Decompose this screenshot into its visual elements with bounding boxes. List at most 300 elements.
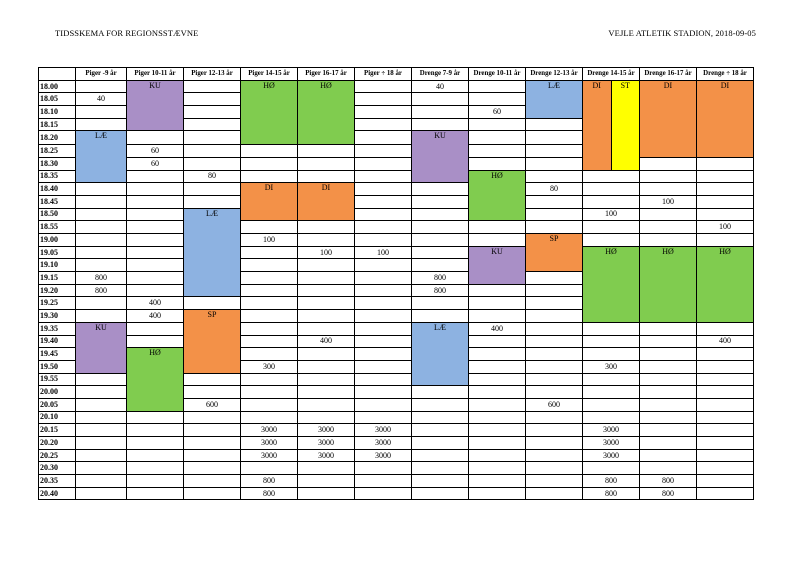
empty-cell [241,335,298,348]
event-block: LÆ [526,80,583,118]
empty-cell [469,437,526,450]
empty-cell [241,284,298,297]
event-block: HØ [298,80,355,145]
empty-cell [355,462,412,475]
empty-cell [412,183,469,196]
empty-cell [526,272,583,285]
empty-cell [583,322,640,335]
empty-cell [298,259,355,272]
empty-cell [355,310,412,323]
time-cell: 20.30 [39,462,76,475]
empty-cell [298,475,355,488]
empty-cell [412,259,469,272]
empty-cell [241,386,298,399]
value-cell: 80 [526,183,583,196]
empty-cell [469,297,526,310]
value-cell: 300 [241,360,298,373]
empty-cell [184,449,241,462]
empty-cell [184,411,241,424]
time-cell: 18.20 [39,131,76,145]
empty-cell [697,183,754,196]
empty-cell [298,297,355,310]
value-cell: 3000 [241,424,298,437]
value-cell: 100 [697,221,754,234]
time-cell: 20.20 [39,437,76,450]
value-cell: 60 [469,106,526,119]
value-cell: 800 [241,475,298,488]
value-cell: 100 [355,246,412,259]
time-row [39,411,754,424]
empty-cell [355,475,412,488]
time-row [39,437,754,450]
empty-cell [184,145,241,158]
empty-cell [697,487,754,500]
empty-cell [355,145,412,158]
event-block: SP [526,234,583,272]
empty-cell [298,373,355,386]
empty-cell [412,208,469,221]
empty-cell [583,195,640,208]
empty-cell [526,208,583,221]
empty-cell [640,208,697,221]
empty-cell [355,386,412,399]
empty-cell [355,373,412,386]
column-header: Drenge ÷ 18 år [697,68,754,81]
empty-cell [640,386,697,399]
empty-cell [298,322,355,335]
empty-cell [241,411,298,424]
empty-cell [184,462,241,475]
empty-cell [127,487,184,500]
event-block: HØ [469,170,526,221]
empty-cell [127,259,184,272]
empty-cell [355,183,412,196]
empty-cell [355,411,412,424]
time-row [39,183,754,196]
empty-cell [697,449,754,462]
empty-cell [526,360,583,373]
empty-cell [640,221,697,234]
time-cell: 19.20 [39,284,76,297]
empty-cell [697,475,754,488]
empty-cell [640,335,697,348]
empty-cell [184,131,241,145]
empty-cell [640,437,697,450]
empty-cell [526,411,583,424]
empty-cell [76,208,127,221]
empty-cell [469,487,526,500]
time-cell: 20.40 [39,487,76,500]
empty-cell [469,360,526,373]
empty-cell [355,398,412,411]
time-row [39,234,754,247]
column-header: Drenge 7-9 år [412,68,469,81]
empty-cell [241,145,298,158]
value-cell: 300 [583,360,640,373]
value-cell: 100 [241,234,298,247]
value-cell: 600 [526,398,583,411]
empty-cell [355,157,412,170]
value-cell: 3000 [583,437,640,450]
empty-cell [355,208,412,221]
value-cell: 400 [298,335,355,348]
empty-cell [697,386,754,399]
event-block: HØ [697,246,754,322]
empty-cell [184,437,241,450]
empty-cell [640,170,697,183]
empty-cell [412,310,469,323]
time-cell: 18.50 [39,208,76,221]
empty-cell [298,157,355,170]
empty-cell [640,234,697,247]
value-cell: 800 [412,272,469,285]
empty-cell [640,424,697,437]
time-row [39,195,754,208]
empty-cell [412,411,469,424]
schedule-title: TIDSSKEMA FOR REGIONSSTÆVNE [55,28,199,38]
event-block-right: ST [612,81,640,170]
empty-cell [184,80,241,93]
empty-cell [298,221,355,234]
time-cell: 18.05 [39,93,76,106]
empty-cell [412,487,469,500]
empty-cell [412,398,469,411]
empty-cell [526,462,583,475]
empty-cell [526,449,583,462]
empty-cell [76,297,127,310]
column-header: Drenge 16-17 år [640,68,697,81]
empty-cell [583,386,640,399]
empty-cell [298,170,355,183]
empty-cell [526,335,583,348]
time-cell: 18.25 [39,145,76,158]
value-cell: 600 [184,398,241,411]
event-block: LÆ [412,322,469,385]
empty-cell [241,322,298,335]
empty-cell [469,449,526,462]
time-row [39,424,754,437]
empty-cell [76,234,127,247]
empty-cell [640,183,697,196]
empty-cell [469,118,526,131]
empty-cell [76,310,127,323]
header-row [39,68,754,81]
empty-cell [298,234,355,247]
empty-cell [640,462,697,475]
empty-cell [355,297,412,310]
value-cell: 3000 [355,449,412,462]
empty-cell [127,437,184,450]
value-cell: 3000 [298,424,355,437]
empty-cell [298,284,355,297]
empty-cell [184,106,241,119]
empty-cell [127,170,184,183]
empty-cell [526,386,583,399]
empty-cell [298,386,355,399]
empty-cell [127,475,184,488]
empty-cell [355,234,412,247]
empty-cell [355,93,412,106]
empty-cell [412,475,469,488]
event-block: DI [697,80,754,157]
empty-cell [412,386,469,399]
empty-cell [526,284,583,297]
event-block: KU [127,80,184,131]
time-cell: 20.00 [39,386,76,399]
time-cell: 18.00 [39,80,76,93]
empty-cell [298,462,355,475]
empty-cell [127,208,184,221]
empty-cell [469,424,526,437]
empty-cell [127,183,184,196]
time-row [39,475,754,488]
empty-cell [469,131,526,145]
value-cell: 3000 [355,437,412,450]
empty-cell [583,398,640,411]
empty-cell [184,373,241,386]
empty-cell [583,335,640,348]
empty-cell [640,360,697,373]
time-cell: 19.30 [39,310,76,323]
empty-cell [697,234,754,247]
empty-cell [76,437,127,450]
empty-cell [241,348,298,361]
empty-cell [241,259,298,272]
empty-cell [184,118,241,131]
empty-cell [298,487,355,500]
venue-date: VEJLE ATLETIK STADION, 2018-09-05 [608,28,756,38]
empty-cell [298,145,355,158]
empty-cell [526,424,583,437]
empty-cell [355,131,412,145]
empty-cell [412,221,469,234]
empty-cell [76,398,127,411]
value-cell: 800 [76,284,127,297]
time-cell: 19.15 [39,272,76,285]
empty-cell [583,373,640,386]
empty-cell [526,348,583,361]
time-row [39,170,754,183]
time-cell: 19.05 [39,246,76,259]
value-cell: 800 [412,284,469,297]
value-cell: 3000 [583,449,640,462]
empty-cell [184,195,241,208]
empty-cell [241,246,298,259]
empty-cell [583,234,640,247]
column-header: Drenge 14-15 år [583,68,640,81]
column-header: Piger 16-17 år [298,68,355,81]
column-header: Piger 10-11 år [127,68,184,81]
empty-cell [241,272,298,285]
empty-cell [76,246,127,259]
empty-cell [697,170,754,183]
event-block: HØ [640,246,697,322]
empty-cell [127,424,184,437]
empty-cell [127,234,184,247]
empty-cell [184,93,241,106]
empty-cell [76,449,127,462]
event-block-left: DI [583,81,612,170]
empty-cell [469,284,526,297]
value-cell: 3000 [241,449,298,462]
empty-cell [127,131,184,145]
event-block: LÆ [76,131,127,183]
event-block: KU [469,246,526,284]
empty-cell [355,118,412,131]
empty-cell [469,462,526,475]
time-cell: 20.25 [39,449,76,462]
empty-cell [184,386,241,399]
empty-cell [127,322,184,335]
empty-cell [526,118,583,131]
value-cell: 3000 [355,424,412,437]
empty-cell [76,475,127,488]
empty-cell [697,424,754,437]
empty-cell [241,221,298,234]
empty-cell [412,234,469,247]
time-row [39,462,754,475]
empty-cell [697,373,754,386]
empty-cell [469,373,526,386]
empty-cell [355,284,412,297]
empty-cell [76,221,127,234]
empty-cell [697,208,754,221]
empty-cell [469,80,526,93]
empty-cell [583,462,640,475]
value-cell: 800 [583,475,640,488]
empty-cell [76,80,127,93]
empty-cell [526,373,583,386]
empty-cell [298,310,355,323]
empty-cell [355,195,412,208]
empty-cell [298,272,355,285]
empty-cell [583,221,640,234]
column-header: Piger ÷ 18 år [355,68,412,81]
empty-cell [298,360,355,373]
empty-cell [697,348,754,361]
empty-cell [127,195,184,208]
empty-cell [526,221,583,234]
empty-cell [469,475,526,488]
value-cell: 800 [640,475,697,488]
value-cell: 100 [298,246,355,259]
empty-cell [412,437,469,450]
empty-cell [184,424,241,437]
time-cell: 19.50 [39,360,76,373]
value-cell: 400 [127,297,184,310]
empty-cell [697,360,754,373]
empty-cell [640,398,697,411]
time-cell: 18.45 [39,195,76,208]
empty-cell [127,462,184,475]
empty-cell [526,475,583,488]
empty-cell [127,449,184,462]
empty-cell [355,322,412,335]
empty-cell [127,246,184,259]
empty-cell [355,272,412,285]
empty-cell [583,170,640,183]
empty-cell [640,411,697,424]
value-cell: 100 [640,195,697,208]
empty-cell [469,335,526,348]
empty-cell [412,106,469,119]
empty-cell [697,411,754,424]
time-row [39,80,754,93]
empty-cell [76,259,127,272]
column-header: Drenge 12-13 år [526,68,583,81]
empty-cell [241,310,298,323]
empty-cell [355,106,412,119]
empty-cell [76,183,127,196]
empty-cell [526,157,583,170]
empty-cell [355,360,412,373]
empty-cell [583,183,640,196]
time-cell: 19.40 [39,335,76,348]
value-cell: 400 [127,310,184,323]
empty-cell [469,93,526,106]
time-cell: 19.10 [39,259,76,272]
empty-cell [640,348,697,361]
empty-cell [640,373,697,386]
empty-cell [127,335,184,348]
value-cell: 800 [76,272,127,285]
empty-cell [76,373,127,386]
empty-cell [241,297,298,310]
empty-cell [697,437,754,450]
empty-cell [526,437,583,450]
value-cell: 100 [583,208,640,221]
empty-cell [469,234,526,247]
time-row [39,335,754,348]
empty-cell [697,398,754,411]
empty-cell [412,93,469,106]
event-block: DI [241,183,298,221]
event-block: KU [412,131,469,183]
empty-cell [76,487,127,500]
value-cell: 800 [640,487,697,500]
value-cell: 3000 [241,437,298,450]
empty-cell [697,157,754,170]
empty-cell [412,449,469,462]
empty-cell [583,348,640,361]
empty-cell [526,310,583,323]
event-block: SP [184,310,241,373]
empty-cell [355,335,412,348]
empty-cell [241,373,298,386]
time-cell: 20.10 [39,411,76,424]
value-cell: 400 [697,335,754,348]
empty-cell [697,462,754,475]
empty-cell [76,462,127,475]
time-cell: 18.15 [39,118,76,131]
empty-cell [412,424,469,437]
value-cell: 400 [469,322,526,335]
time-cell: 19.55 [39,373,76,386]
empty-cell [469,157,526,170]
empty-cell [640,449,697,462]
time-row [39,449,754,462]
empty-cell [355,221,412,234]
empty-cell [469,348,526,361]
event-block: HØ [241,80,298,145]
value-cell: 60 [127,145,184,158]
empty-cell [355,259,412,272]
empty-cell [583,411,640,424]
empty-cell [640,322,697,335]
empty-cell [469,398,526,411]
empty-cell [469,221,526,234]
empty-cell [241,462,298,475]
